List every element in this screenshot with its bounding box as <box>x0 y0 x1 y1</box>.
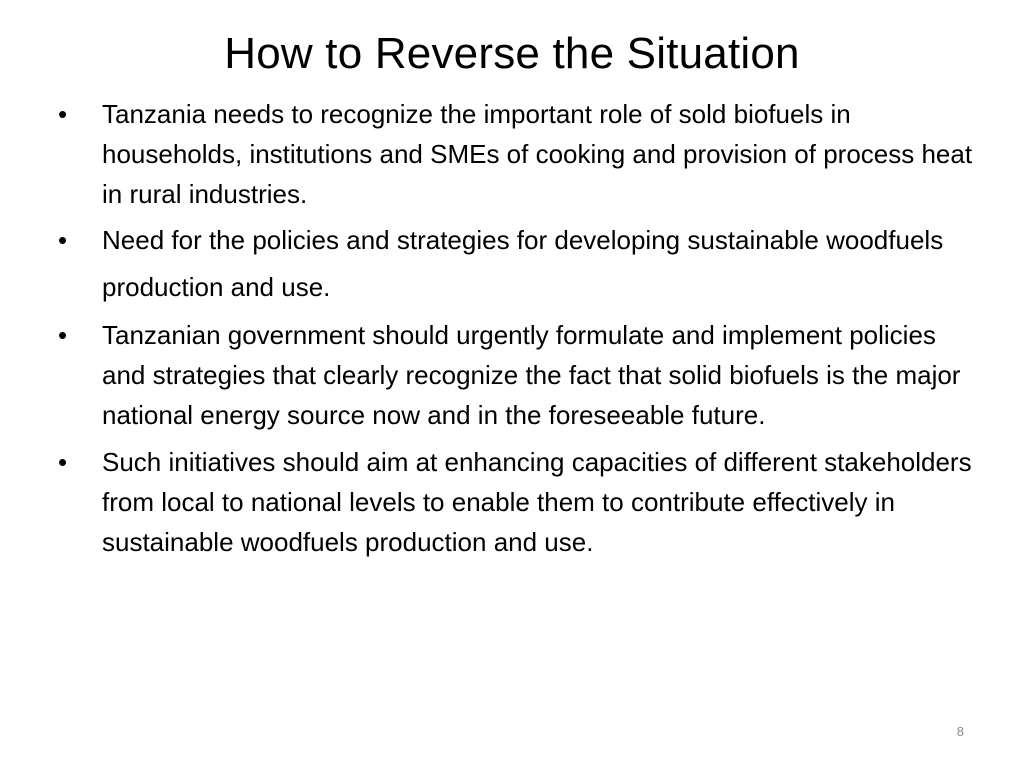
bullet-item <box>56 94 976 214</box>
bullet-item <box>56 217 976 311</box>
bullet-text: Tanzania needs to recognize the important role of sold biofuels in households, institutions and SMEs of cooking and provision of process heat in rural industries. <box>102 99 973 209</box>
bullet-list <box>56 94 976 569</box>
bullet-text: Tanzanian government should urgently formulate and implement policies and strategies that clearly recognize the fact that solid biofuels is the major national energy source now and in the foreseeable future. <box>102 320 961 430</box>
bullet-text: Need for the policies and strategies for developing sustainable woodfuels production and use. <box>102 225 944 302</box>
bullet-item <box>56 315 976 435</box>
slide-title: How to Reverse the Situation <box>224 29 800 78</box>
bullet-text: Such initiatives should aim at enhancing capacities of different stakeholders from local to national levels to enable them to contribute effectively in sustainable woodfuels production and use. <box>102 447 972 557</box>
bullet-marker: • <box>58 447 68 477</box>
bullet-marker: • <box>58 99 68 129</box>
bullet-item <box>56 442 976 562</box>
page-number: 8 <box>956 724 964 739</box>
bullet-marker: • <box>58 225 68 255</box>
bullet-marker: • <box>58 320 68 350</box>
